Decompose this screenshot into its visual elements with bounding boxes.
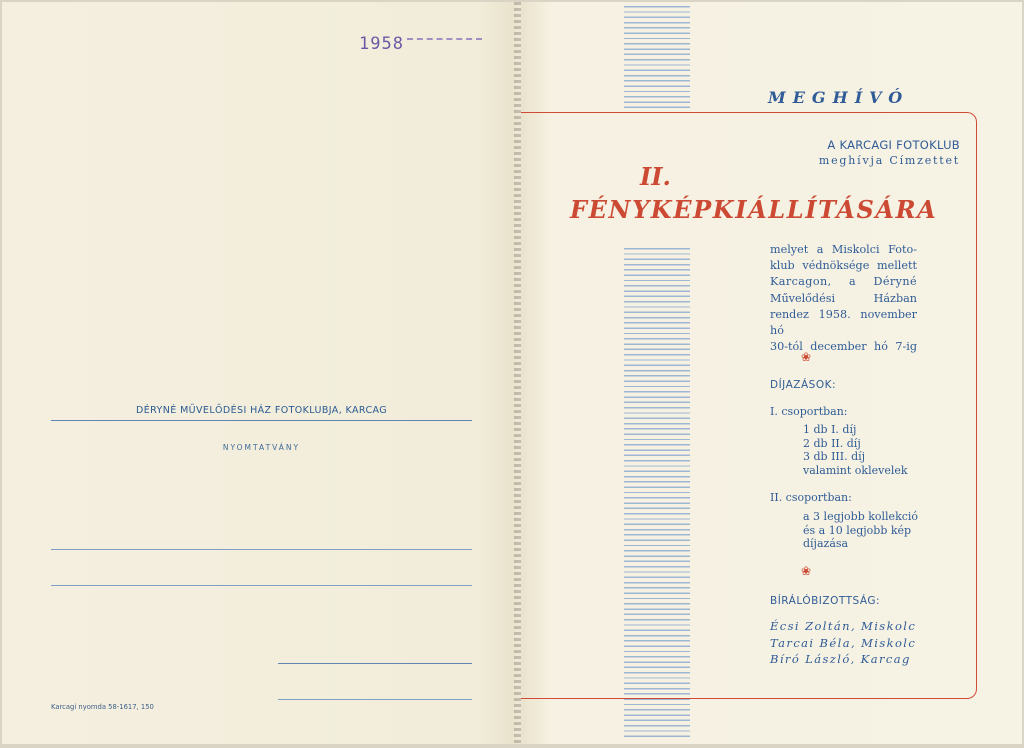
decorative-stripe-top — [624, 6, 690, 110]
address-line-1 — [51, 549, 472, 550]
date-stamp: 1958 — [359, 34, 404, 54]
flower-ornament-icon: ❀ — [801, 350, 812, 364]
group-2-prizes — [803, 510, 918, 551]
address-line-4 — [278, 699, 472, 700]
invitation-sheet — [2, 2, 1022, 744]
address-line-2 — [51, 585, 472, 586]
flower-ornament-icon: ❀ — [801, 564, 812, 578]
club-name-line: DÉRYNÉ MŰVELŐDÉSI HÁZ FOTOKLUBJA, KARCAG — [136, 405, 387, 416]
prize-item: díjazása — [803, 537, 849, 551]
printer-note: Karcagi nyomda 58-1617, 150 — [51, 703, 154, 711]
prize-item: és a 10 legjobb kép — [803, 523, 912, 537]
prizes-heading: DÍJAZÁSOK: — [770, 379, 837, 391]
stamp-smudge — [407, 38, 482, 50]
body-text — [770, 242, 917, 355]
prize-item: 3 db III. díj — [803, 450, 866, 464]
prize-item: 1 db I. díj — [803, 423, 857, 436]
jury-list — [770, 618, 916, 668]
group-1-label: I. csoportban: — [770, 405, 848, 418]
jury-heading: BÍRÁLÓBIZOTTSÁG: — [770, 595, 881, 607]
jury-member: Écsi Zoltán, Miskolc — [770, 619, 917, 633]
group-1-prizes — [803, 423, 908, 477]
club-line-1: A KARCAGI FOTOKLUB — [827, 138, 960, 152]
body-line: melyet a Miskolci Foto- — [770, 243, 917, 256]
prize-item: 2 db II. díj — [803, 436, 861, 450]
body-line: klub védnöksége mellett — [770, 259, 917, 273]
group-2-label: II. csoportban: — [770, 491, 852, 504]
body-line: 30-tól december hó 7-ig — [770, 340, 917, 354]
body-line: rendez 1958. november hó — [770, 307, 917, 338]
prize-item: valamint oklevelek — [803, 463, 908, 477]
address-rule-top — [51, 420, 472, 421]
jury-member: Tarcai Béla, Miskolc — [770, 635, 917, 650]
jury-member: Bíró László, Karcag — [770, 652, 911, 666]
exhibition-title: FÉNYKÉPKIÁLLÍTÁSÁRA — [570, 195, 938, 224]
club-title — [770, 138, 960, 167]
club-line-2: meghívja Címzettet — [818, 154, 960, 167]
prize-item: a 3 legjobb kollekció — [803, 510, 919, 523]
form-label: NYOMTATVÁNY — [222, 443, 301, 452]
left-page — [2, 2, 517, 744]
address-line-3 — [278, 663, 472, 664]
body-line: Karcagon, a Déryné — [770, 275, 917, 289]
roman-numeral: II. — [640, 162, 671, 191]
body-line: Művelődési Házban — [770, 291, 917, 305]
invitation-word: MEGHÍVÓ — [768, 88, 910, 107]
